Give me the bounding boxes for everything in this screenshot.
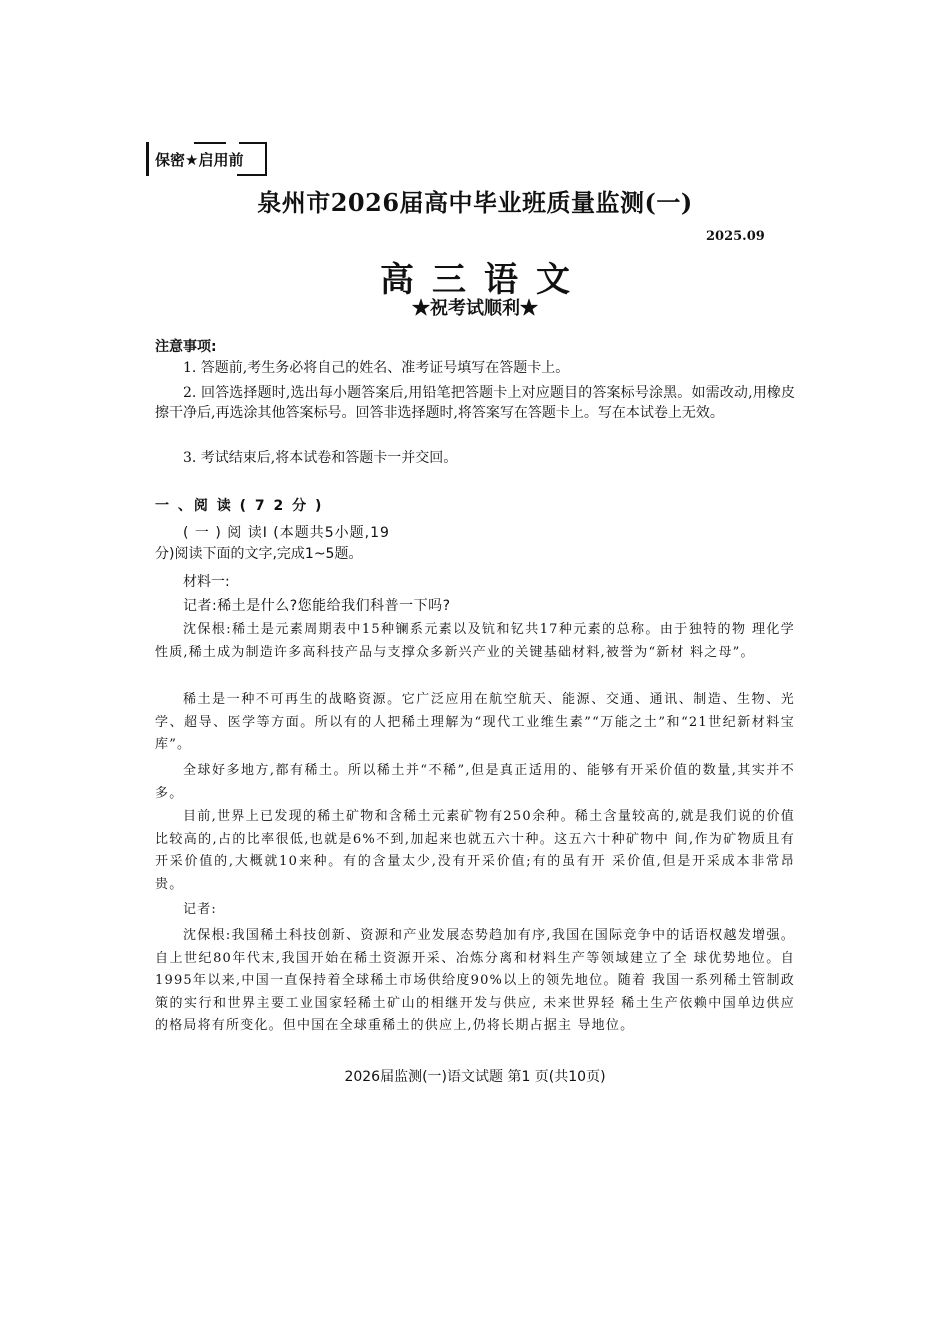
passage-paragraph-4: 目前,世界上已发现的稀土矿物和含稀土元素矿物有250余种。稀土含量较高的,就是我们说的价值比较高的,占的比率很低,也就是6%不到,加起来也就五六十种。这五六十种矿物中 间,作为矿物质且有开采价值的,大概就10来种。有的含量太少,没有开采价值;有的虽有开 采价值,但是开采成本非常昂贵。 [155, 809, 795, 892]
subsection-heading-line2: 分)阅读下面的文字,完成1~5题。 [155, 546, 363, 562]
confidential-label: 保密★启用前 [155, 151, 244, 169]
notice-item-3: 3. 考试结束后,将本试卷和答题卡一并交回。 [183, 450, 458, 466]
page-footer: 2026届监测(一)语文试题 第1 页(共10页) [344, 1069, 606, 1085]
good-luck-line: ★祝考试顺利★ [412, 298, 538, 319]
exam-date: 2025.09 [706, 229, 765, 244]
passage-paragraph-3: 全球好多地方,都有稀土。所以稀土并“不稀”,但是真正适用的、能够有开采价值的数量,其实并不多。 [155, 763, 795, 801]
passage-paragraph-6: 沈保根:我国稀土科技创新、资源和产业发展态势趋加有序,我国在国际竞争中的话语权越发增强。自上世纪80年代末,我国开始在稀土资源开采、冶炼分离和材料生产等领域建立了全 球优势地位。自1995年以来,中国一直保持着全球稀土市场供给度90%以上的领先地位。随着 我国一系列稀土管制政策的实行和世界主要工业国家轻稀土矿山的相继开发与供应, 未来世界轻 稀土生产依赖中国单边供应的格局将有所变化。但中国在全球重稀土的供应上,仍将长期占据主 导地位。 [155, 928, 795, 1033]
interview-question: 记者:稀土是什么?您能给我们科普一下吗? [183, 598, 451, 614]
confidential-stamp-box [146, 142, 267, 176]
notice-heading: 注意事项: [155, 339, 217, 355]
notice-item-1: 1. 答题前,考生务必将自己的姓名、准考证号填写在答题卡上。 [183, 360, 570, 376]
exam-title: 泉州市2026届高中毕业班质量监测(一) [257, 188, 693, 217]
material-label: 材料一: [183, 574, 230, 590]
section-heading: 一 、阅 读 ( 7 2 分 ) [155, 498, 324, 514]
subsection-heading-line1: ( 一 ) 阅 读Ⅰ (本题共5小题,19 [183, 525, 390, 541]
passage-paragraph-2: 稀土是一种不可再生的战略资源。它广泛应用在航空航天、能源、交通、通讯、制造、生物、光学、超导、医学等方面。所以有的人把稀土理解为“现代工业维生素”“万能之土”和“21世纪新材料宝库”。 [155, 692, 795, 752]
passage-paragraph-1: 沈保根:稀土是元素周期表中15种镧系元素以及钪和钇共17种元素的总称。由于独特的物 理化学性质,稀土成为制造许多高科技产品与支撑众多新兴产业的关键基础材料,被誉为“新材 料之母”。 [155, 622, 795, 660]
passage-paragraph-5: 记者: [183, 902, 217, 917]
subject-title: 高三语文 [380, 260, 588, 300]
notice-item-2: 2. 回答选择题时,选出每小题答案后,用铅笔把答题卡上对应题目的答案标号涂黑。如需改动,用橡皮擦干净后,再选涂其他答案标号。回答非选择题时,将答案写在答题卡上。写在本试卷上无效。 [155, 385, 795, 421]
